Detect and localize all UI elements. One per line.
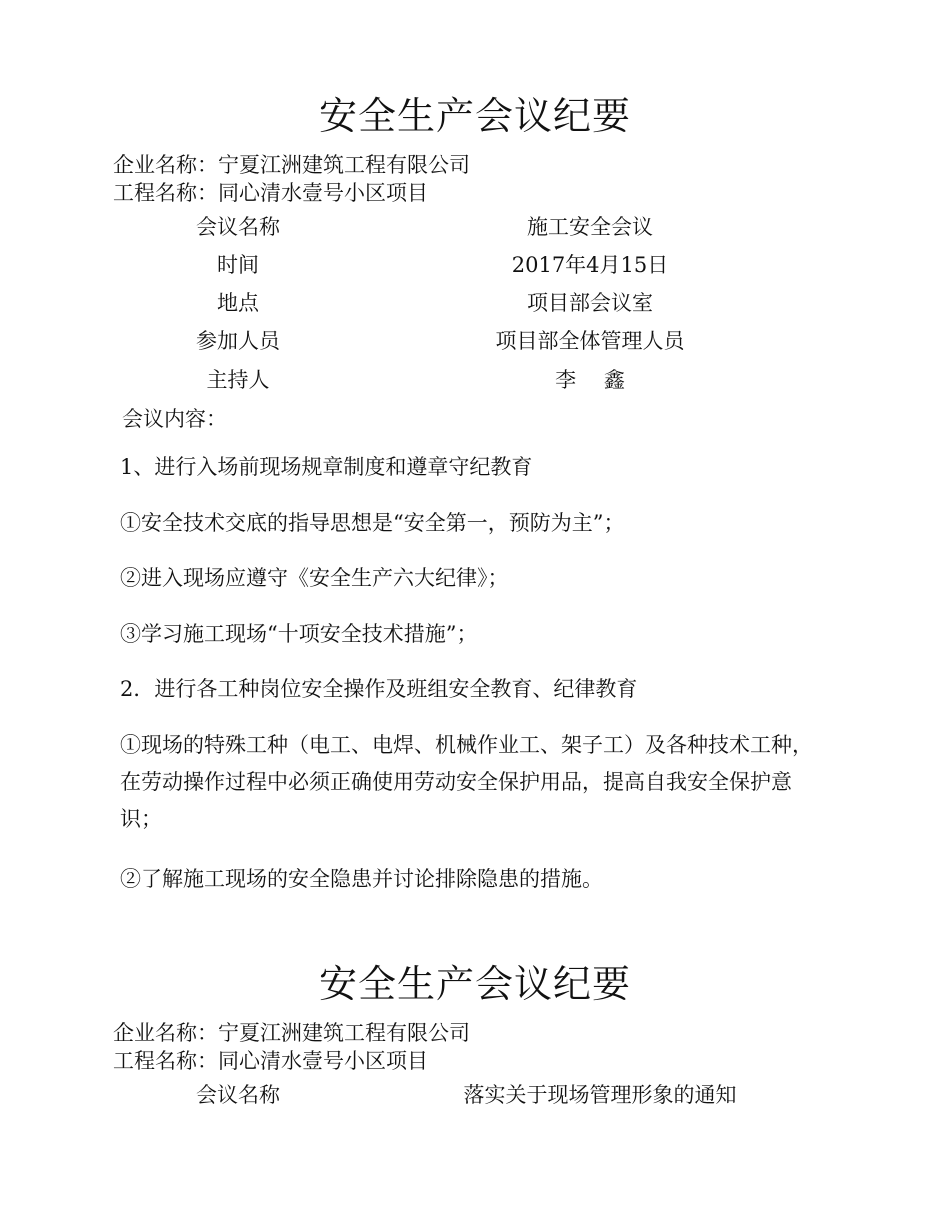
attendees-value: 项目部全体管理人员 bbox=[495, 329, 685, 353]
host-label: 主持人 bbox=[206, 368, 270, 392]
company-name-line: 企业名称：宁夏江洲建筑工程有限公司 bbox=[113, 153, 470, 177]
host-value: 李 鑫 bbox=[555, 368, 625, 392]
content-paragraph-1: 1、进行入场前现场规章制度和遵章守纪教育 bbox=[120, 455, 533, 479]
project-name-line-2: 工程名称：同心清水壹号小区项目 bbox=[113, 1049, 428, 1073]
document-title-2: 安全生产会议纪要 bbox=[318, 962, 631, 1006]
project-name-line: 工程名称：同心清水壹号小区项目 bbox=[113, 181, 428, 205]
content-paragraph-7: ②了解施工现场的安全隐患并讨论排除隐患的措施。 bbox=[120, 867, 603, 891]
meeting-location-value: 项目部会议室 bbox=[527, 291, 653, 315]
meeting-location-label: 地点 bbox=[217, 291, 259, 315]
meeting-name-label: 会议名称 bbox=[196, 215, 280, 239]
meeting-time-label: 时间 bbox=[217, 253, 259, 277]
company-name-line-2: 企业名称：宁夏江洲建筑工程有限公司 bbox=[113, 1021, 470, 1045]
attendees-label: 参加人员 bbox=[196, 329, 280, 353]
content-paragraph-4: ③学习施工现场“十项安全技术措施”； bbox=[120, 622, 478, 646]
content-paragraph-2: ①安全技术交底的指导思想是“安全第一，预防为主”； bbox=[120, 511, 625, 535]
meeting-content-label: 会议内容： bbox=[122, 407, 227, 431]
meeting-name-value-2: 落实关于现场管理形象的通知 bbox=[463, 1083, 737, 1107]
document-title: 安全生产会议纪要 bbox=[318, 94, 631, 138]
content-paragraph-6: ①现场的特殊工种（电工、电焊、机械作业工、架子工）及各种技术工种，在劳动操作过程中必须正确使用劳动安全保护用品，提高自我安全保护意识； bbox=[120, 733, 813, 831]
meeting-name-value: 施工安全会议 bbox=[527, 215, 653, 239]
meeting-name-label-2: 会议名称 bbox=[196, 1083, 280, 1107]
meeting-time-value: 2017年4月15日 bbox=[511, 253, 669, 277]
content-paragraph-3: ②进入现场应遵守《安全生产六大纪律》； bbox=[120, 566, 509, 590]
content-paragraph-5: 2．进行各工种岗位安全操作及班组安全教育、纪律教育 bbox=[120, 677, 638, 701]
